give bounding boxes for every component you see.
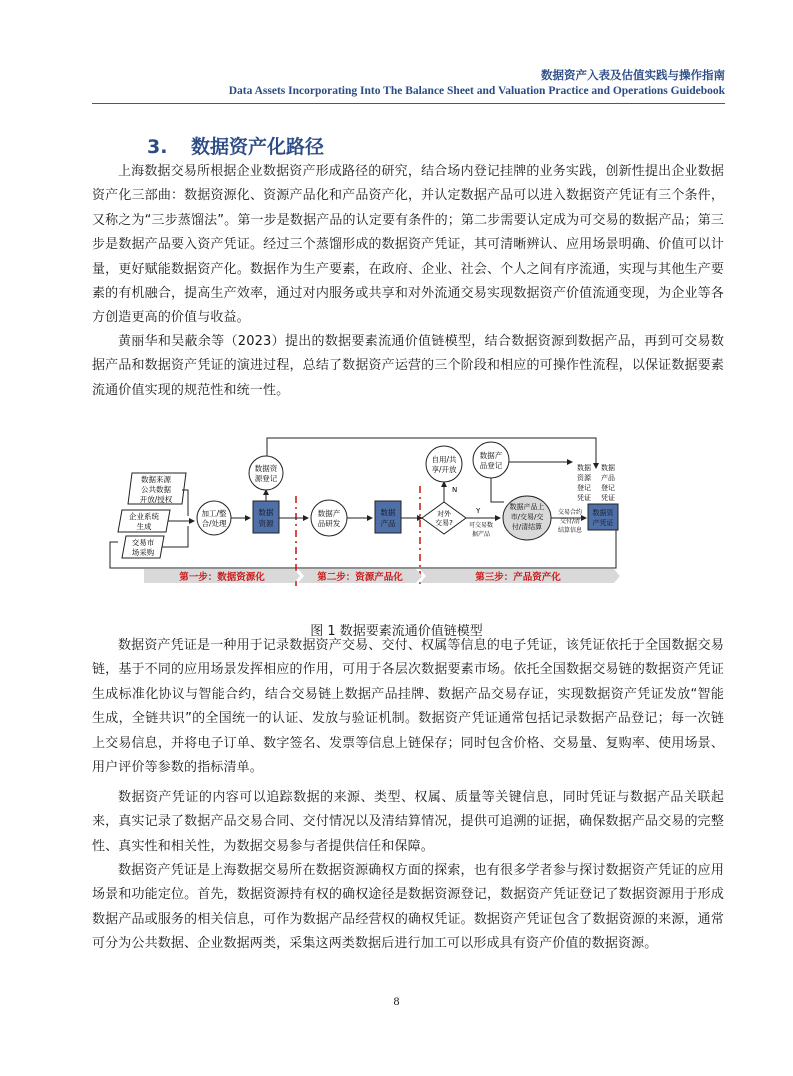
source-enterprise bbox=[118, 510, 170, 532]
node-external-trade-decision bbox=[422, 502, 466, 534]
paragraph-5: 数据资产凭证是上海数据交易所在数据资源确权方面的探索，也有很多学者参与探讨数据资产凭证的应用场景和功能定位。首先，数据资源持有权的确权途径是数据资源登记，数据资产凭证登记了数据资源用于形成数据产品或服务的相关信息，可作为数据产品经营权的确权凭证。数据资产凭证包含了数据资源的来源，通常可分为公共数据、企业数据两类，采集这两类数据后进行加工可以形成具有资产价值的数据资源。 bbox=[92, 863, 724, 952]
paragraph-2: 黄丽华和吴蔽余等（2023）提出的数据要素流通价值链模型，结合数据资源到数据产品，再到可交易数据产品和数据资产凭证的演进过程，总结了数据资产运营的三个阶段和相应的可操作性流程，以保证数据要素流通价值实现的规范性和统一性。 bbox=[92, 334, 724, 398]
step-1-label: 第一步：数据资源化 bbox=[179, 572, 265, 583]
header-divider bbox=[92, 103, 725, 104]
paragraph-1: 上海数据交易所根据企业数据资产形成路径的研究，结合场内登记挂牌的业务实践，创新性提出企业数据资产化三部曲：数据资源化、资源产品化和产品资产化，并认定数据产品可以进入数据资产凭证有三个条件，又称之为“三步蒸馏法”。第一步是数据产品的认定要有条件的；第二步需要认定成为可交易的数据产品；第三步是数据产品要入资产凭证。经过三个蒸馏形成的数据资产凭证，其可清晰辨认、应用场景明确、价值可以计量，更好赋能数据资产化。数据作为生产要素，在政府、企业、社会、个人之间有序流通，实现与其他生产要素的有机融合，提高生产效率，通过对内服务或共享和对外流通交易实现数据资产价值流通变现，为企业等各方创造更高的价值与收益。 bbox=[92, 164, 724, 326]
svg-text:品研发: 品研发 bbox=[317, 519, 341, 528]
svg-text:凭证: 凭证 bbox=[577, 494, 591, 502]
svg-text:享/开放: 享/开放 bbox=[431, 465, 457, 474]
node-listing-trading bbox=[503, 496, 551, 540]
svg-text:数据产: 数据产 bbox=[479, 451, 503, 460]
svg-text:加工/整: 加工/整 bbox=[201, 509, 227, 518]
node-data-resource bbox=[253, 501, 279, 533]
svg-text:数据资: 数据资 bbox=[592, 509, 614, 517]
label-tradable: 据产品 bbox=[471, 531, 491, 538]
source-label: 生成 bbox=[136, 522, 152, 531]
source-label: 场采购 bbox=[131, 548, 155, 557]
source-label: 交易市 bbox=[131, 538, 155, 547]
svg-text:数据产: 数据产 bbox=[317, 509, 341, 518]
svg-text:凭证: 凭证 bbox=[601, 494, 615, 502]
step-2-label: 第二步：资源产品化 bbox=[317, 572, 403, 583]
svg-text:源登记: 源登记 bbox=[254, 474, 278, 483]
label-contract: 交付/清 bbox=[559, 518, 581, 525]
source-market bbox=[122, 536, 164, 558]
node-product-rnd bbox=[311, 500, 347, 536]
section-heading bbox=[147, 132, 324, 159]
svg-text:品登记: 品登记 bbox=[479, 461, 503, 470]
node-product-register bbox=[473, 442, 509, 478]
paragraph-3: 数据资产凭证是一种用于记录数据资产交易、交付、权属等信息的电子凭证，该凭证依托于全国数据交易链，基于不同的应用场景发挥相应的作用，可用于各层次数据要素市场。依托全国数据交易链的数据资产凭证生成标准化协议与智能合约，结合交易链上数据产品挂牌、数据产品交易存证，实现数据资产凭证发放“智能生成，全链共识”的全国统一的认证、发放与验证机制。数据资产凭证通常包括记录数据产品登记；每一次链上交易信息，并将电子订单、数字签名、发票等信息上链保存；同时包含价格、交易量、复购率、使用场景、用户评价等参数的指标清单。 bbox=[92, 638, 724, 776]
node-asset-certificate bbox=[588, 504, 618, 530]
svg-text:数据产品上: 数据产品上 bbox=[509, 503, 545, 511]
header-title-en: Data Assets Incorporating Into The Balance Sheet and Valuation Practice and Operations Guidebook bbox=[228, 85, 725, 97]
product-certificate-label bbox=[601, 463, 615, 502]
header-title-cn: 数据资产入表及估值实践与操作指南 bbox=[541, 68, 725, 82]
svg-text:产品: 产品 bbox=[601, 474, 615, 482]
resource-certificate-label bbox=[577, 463, 592, 502]
svg-text:数据资: 数据资 bbox=[254, 464, 278, 473]
section-title: 数据资产化路径 bbox=[191, 136, 325, 158]
svg-text:对外: 对外 bbox=[437, 510, 451, 518]
source-label: 公共数据 bbox=[141, 485, 171, 494]
label-tradable: 可交易数 bbox=[468, 522, 494, 529]
svg-text:产品: 产品 bbox=[380, 519, 396, 528]
node-process bbox=[197, 501, 231, 535]
svg-text:资源: 资源 bbox=[258, 519, 274, 528]
step-3-label: 第三步：产品资产化 bbox=[475, 572, 561, 583]
label-yes: Y bbox=[476, 507, 481, 515]
node-resource-register bbox=[249, 456, 283, 490]
label-contract: 结算信息 bbox=[557, 527, 583, 534]
svg-text:登记: 登记 bbox=[601, 484, 615, 492]
source-public bbox=[128, 473, 186, 504]
svg-text:交易?: 交易? bbox=[435, 519, 453, 527]
value-chain-diagram bbox=[100, 418, 630, 593]
svg-text:数据: 数据 bbox=[601, 464, 615, 472]
svg-text:数据: 数据 bbox=[380, 508, 396, 517]
node-data-product bbox=[375, 501, 401, 533]
node-self-use bbox=[426, 446, 462, 482]
source-label: 企业系统 bbox=[129, 512, 159, 521]
paragraph-4: 数据资产凭证的内容可以追踪数据的来源、类型、权属、质量等关键信息，同时凭证与数据产品关联起来，真实记录了数据产品交易合同、交付情况以及清结算情况，提供可追溯的证据，确保数据产品交易的完整性、真实性和相关性，为数据交易参与者提供信任和保障。 bbox=[92, 790, 724, 854]
svg-text:登记: 登记 bbox=[577, 484, 591, 492]
label-contract: 交易合约 bbox=[557, 509, 583, 516]
svg-text:数据: 数据 bbox=[577, 464, 591, 472]
source-label: 开放/授权 bbox=[139, 495, 173, 504]
source-label: 数据来源 bbox=[141, 475, 171, 484]
page-number: 8 bbox=[393, 994, 400, 1008]
svg-text:产凭证: 产凭证 bbox=[592, 519, 614, 527]
svg-text:市/交易/交: 市/交易/交 bbox=[510, 513, 544, 521]
label-no: N bbox=[452, 486, 458, 494]
svg-text:付/清结算: 付/清结算 bbox=[511, 523, 543, 531]
svg-text:数据: 数据 bbox=[258, 508, 274, 517]
svg-text:自用/共: 自用/共 bbox=[431, 455, 457, 464]
svg-text:资源: 资源 bbox=[577, 474, 591, 482]
svg-text:合/处理: 合/处理 bbox=[201, 519, 227, 528]
step-banner bbox=[144, 569, 620, 583]
section-number: 3. bbox=[147, 136, 168, 158]
figure-caption: 图 1 数据要素流通价值链模型 bbox=[310, 624, 483, 639]
